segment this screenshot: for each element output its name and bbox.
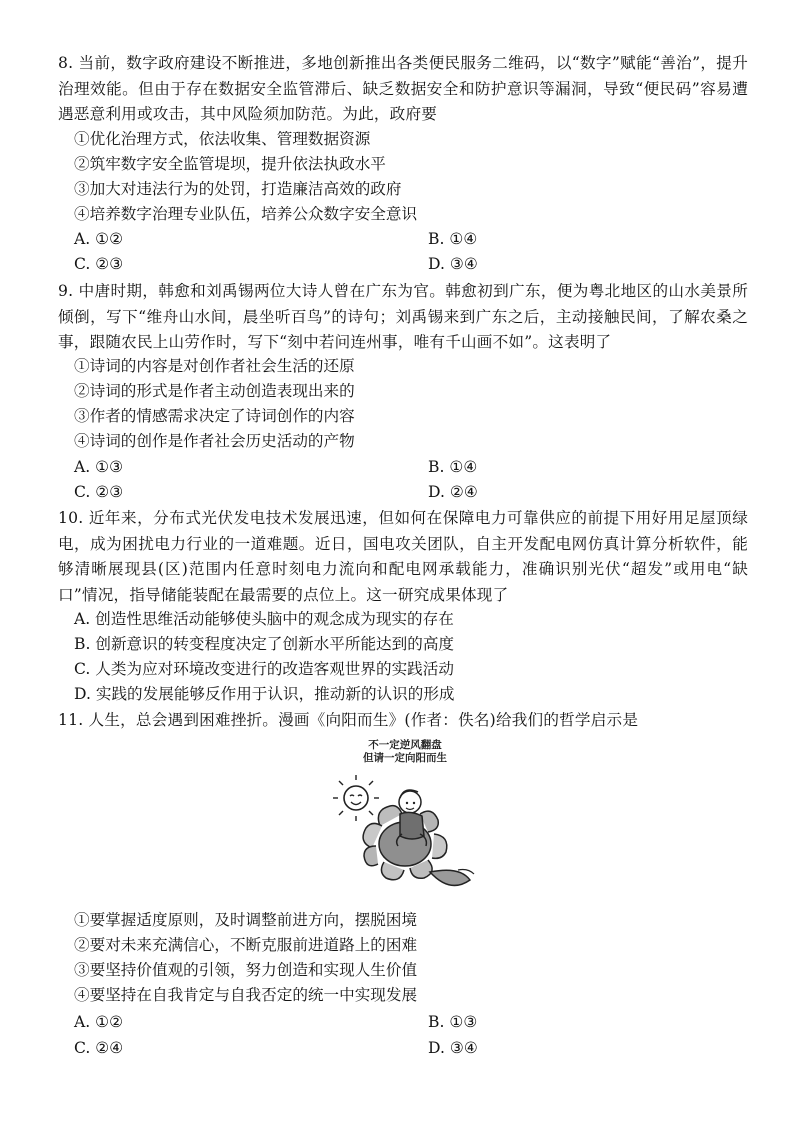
cartoon-caption-line-1: 不一定逆风翻盘 <box>368 739 442 751</box>
question-10-choice-d: D. 实践的发展能够反作用于认识，推动新的认识的形成 <box>74 685 455 703</box>
question-10-choice-a: A. 创造性思维活动能够使头脑中的观念成为现实的存在 <box>74 610 454 628</box>
question-8-stem: 8. 当前，数字政府建设不断推进，多地创新推出各类便民服务二维码，以“数字”赋能“善治”，提升治理效能。但由于存在数据安全监管滞后、缺乏数据安全和防护意识等漏洞，导致“便民码”容易遭遇恶意利用或攻击，其中风险须加防范。为此，政府要 <box>58 54 748 123</box>
question-8-statement-1: ①优化治理方式，依法收集、管理数据资源 <box>74 130 371 148</box>
question-9-choice-c: C. ②③ <box>74 483 124 501</box>
question-8-choice-d: D. ③④ <box>428 255 478 273</box>
sun-icon <box>333 775 379 821</box>
question-10-stem: 10. 近年来，分布式光伏发电技术发展迅速，但如何在保障电力可靠供应的前提下用好用足屋顶绿电，成为困扰电力行业的一道难题。近日，国电攻关团队，自主开发配电网仿真计算分析软件，能够清晰展现县(区)范围内任意时刻电力流向和配电网承载能力，准确识别光伏“超发”或用电“缺口”情况，指导储能装配在最需要的点位上。这一研究成果体现了 <box>58 509 748 604</box>
question-11-statement-3: ③要坚持价值观的引领，努力创造和实现人生价值 <box>74 961 418 979</box>
question-9-statement-1: ①诗词的内容是对创作者社会生活的还原 <box>74 357 355 375</box>
question-9-choice-a: A. ①③ <box>74 458 124 476</box>
question-10-choice-c: C. 人类为应对环境改变进行的改造客观世界的实践活动 <box>74 660 454 678</box>
question-11-statement-2: ②要对未来充满信心，不断克服前进道路上的困难 <box>74 936 418 954</box>
question-8-choice-c: C. ②③ <box>74 255 124 273</box>
question-9-statement-3: ③作者的情感需求决定了诗词创作的内容 <box>74 407 355 425</box>
question-8-statement-4: ④培养数字治理专业队伍，培养公众数字安全意识 <box>74 205 418 223</box>
cartoon-sunflower-illustration <box>320 768 490 896</box>
question-11-choice-a: A. ①② <box>74 1013 124 1031</box>
question-9-statement-4: ④诗词的创作是作者社会历史活动的产物 <box>74 432 355 450</box>
cartoon-caption-line-2: 但请一定向阳而生 <box>363 752 447 764</box>
question-8-choice-a: A. ①② <box>74 230 124 248</box>
question-11-choice-c: C. ②④ <box>74 1039 124 1057</box>
question-11-statement-4: ④要坚持在自我肯定与自我否定的统一中实现发展 <box>74 986 418 1004</box>
question-9-stem: 9. 中唐时期，韩愈和刘禹锡两位大诗人曾在广东为官。韩愈初到广东，便为粤北地区的山水美景所倾倒，写下“维舟山水间，晨坐听百鸟”的诗句；刘禹锡来到广东之后，主动接触民间，了解农桑之事，跟随农民上山劳作时，写下“刻中若问连州事，唯有千山画不如”。这表明了 <box>58 282 748 351</box>
question-10-choice-b: B. 创新意识的转变程度决定了创新水平所能达到的高度 <box>74 635 455 653</box>
question-11-statement-1: ①要掌握适度原则，及时调整前进方向，摆脱困境 <box>74 911 418 929</box>
question-11-choice-b: B. ①③ <box>428 1013 478 1031</box>
question-9-choice-b: B. ①④ <box>428 458 478 476</box>
question-9-choice-d: D. ②④ <box>428 483 478 501</box>
question-11-choice-d: D. ③④ <box>428 1039 478 1057</box>
question-8-choice-b: B. ①④ <box>428 230 478 248</box>
question-9-statement-2: ②诗词的形式是作者主动创造表现出来的 <box>74 382 355 400</box>
question-11-stem: 11. 人生，总会遇到困难挫折。漫画《向阳而生》(作者：佚名)给我们的哲学启示是 <box>58 711 639 729</box>
question-8-statement-3: ③加大对违法行为的处罚，打造廉洁高效的政府 <box>74 180 402 198</box>
question-8-statement-2: ②筑牢数字安全监管堤坝，提升依法执政水平 <box>74 155 386 173</box>
